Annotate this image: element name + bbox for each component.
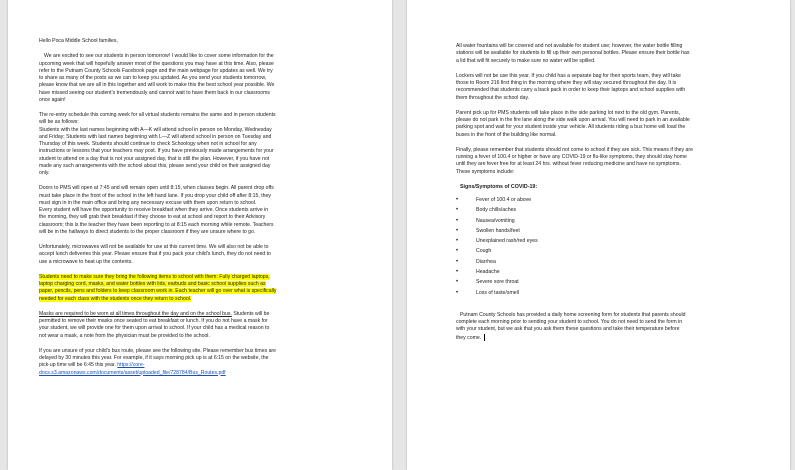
text-line: Lockers will not be use this year. If you child has a separate bag for their sports team, they will take (456, 72, 681, 79)
text-line: student to attend on a day that is not your assigned day, that is still the plan. However, if you have not (39, 155, 270, 162)
text-line: classroom; this is the teacher they have been reporting to at 8:15 each morning while remote. Teachers (39, 221, 274, 228)
list-item: • Swollen hands/feet (456, 226, 772, 236)
text-line: Finally, please remember that students should not come to school if they are sick. This means if they are (456, 146, 693, 153)
text-line: The re-entry schedule this coming week for all virtual students remains the same and in person students (39, 112, 276, 118)
text-line: not wear a mask, a note from the physician must be provided to the school. (39, 332, 210, 339)
text-line: please know that we are all in this together and will work to make this the best school year possible. We (39, 82, 275, 89)
highlighted-line: Students need to make sure they bring the following items to school with them: Fully charged laptops, (39, 273, 270, 280)
text-line: Unfortunately, microwaves will not be available for use at this current time. We will also not be able to (39, 244, 269, 250)
list-item: • Cough (456, 246, 772, 256)
text-line: must take place in the front of the school in the left hand lane. If you drop your child off after 8:15, they (39, 192, 271, 199)
highlighted-line: needed for each class with the students once they return to school. (39, 295, 192, 302)
text-line: upcoming week that will hopefully answer most of the questions you may have at this time. Also, please (39, 60, 274, 67)
page-right-content (456, 43, 772, 350)
text-line: accept lunch deliveries this year. Please ensure that if you pack your child's lunch, they do not need to (39, 251, 271, 258)
screening-paragraph (456, 312, 772, 342)
text-line: them throughout the school day. (456, 94, 530, 101)
bus-paragraph (39, 348, 361, 377)
text-line: Parent pick up for PMS students will take place in the side parking lot next to the old gym. Parents, (456, 109, 681, 116)
text-line: recommended that students carry a back pack in order to keep their laptops and school supplies with (456, 87, 686, 94)
text-line: We are excited to see our students in person tomorrow! I would like to cover some information for the (44, 53, 274, 60)
page-left-content (39, 38, 361, 385)
symptoms-heading: Signs/Symptoms of COVID-19: (460, 183, 538, 190)
symptoms-list (456, 195, 772, 298)
text-line: with your student, but we ask that you ask them these questions and take their temperature before (456, 326, 680, 333)
text-line: parking spot and wait for your student inside your vehicle. All students riding a bus home will load the (456, 124, 686, 131)
text-line: made any such arrangements with the school about this, please send your child on their assigned day (39, 162, 271, 169)
text-cursor (484, 334, 485, 341)
document-page-left (8, 0, 392, 470)
mask-paragraph (39, 311, 361, 340)
bus-routes-link-part1[interactable]: https://core- (117, 362, 145, 369)
list-item: • Headache (456, 267, 772, 277)
text-line: stations will be available for students to fill up their own personal bottles. Please ensure their bottle has (456, 50, 690, 57)
list-item: • Diarrhea (456, 257, 772, 267)
highlighted-line: paper, pencils, pens and folders to keep classroom work in. Each teacher will go over what is specifically (39, 288, 277, 295)
mask-requirement-underlined: Masks are required to be worn at all times throughout the day and on the school bus. (39, 310, 232, 317)
text-line: Doors to PMS will open at 7:45 and will remain open until 8:15, when classes begin. All parent drop offs (39, 185, 274, 192)
text-line: instructions or lessons that your teachers may post. If you have previously made arrangements for your (39, 148, 274, 155)
schedule-paragraph (39, 112, 361, 177)
list-item: • Nausea/vomiting (456, 216, 772, 226)
text-line: If you are unsure of your child's bus route, please see the following site. Please remember bus times are (39, 347, 277, 354)
text-line: use a microwave to heat up the contents. (39, 258, 133, 265)
list-item: • Unexplained rash/red eyes (456, 236, 772, 246)
text-line: All water fountains will be covered and not available for student use; however, the water bottle filling (456, 43, 683, 49)
supplies-paragraph-highlighted (39, 274, 361, 303)
text-line: a lid that will fit securely to make sure no water will be spilled. (456, 57, 596, 64)
text-line: must sign in in the main office and bring any necessary excuse with them upon return to school. (39, 199, 257, 206)
text-line: delayed by 30 minutes this year. For example, if it says morning pick up is at 6:15 on the website, the (39, 355, 269, 361)
text-line: only. (39, 170, 50, 176)
list-item: • Body chills/aches (456, 205, 772, 215)
text-line: once again! (39, 96, 66, 103)
text-line: running a fever of 100.4 or higher or have any COVID-19 or flu-like symptoms, they should stay home (456, 154, 687, 160)
text-line: your student, we will provide one for them upon arrival to school. If your child has a medical reason to (39, 325, 270, 332)
text-line: to share as many of the posts as we can to keep you updated. As you send your students tomorrow, (39, 75, 267, 81)
text-line: have missed seeing our student's tremendously and cannot wait to have them back in our classrooms (39, 89, 271, 96)
text-line: Thursday of this week. Students should continue to check Schoology when not in school for any (39, 141, 257, 147)
text-fragment: pick-up time will be 6:45 this year. (39, 362, 116, 369)
list-item: • Loss of taste/smell (456, 288, 772, 298)
microwave-paragraph (39, 244, 361, 266)
text-line: buses in the front of the building like normal. (456, 131, 557, 138)
arrival-paragraph (39, 185, 361, 236)
lockers-paragraph (456, 73, 772, 102)
text-fragment: Students will be (231, 310, 270, 317)
text-line: until they are fever free for at least 24 hrs. without fever reducing medicine and have no symptoms. (456, 161, 681, 168)
pickup-paragraph (456, 110, 772, 139)
document-page-right (407, 0, 790, 470)
list-item: • Severe sore throat (456, 277, 772, 287)
water-paragraph (456, 43, 772, 65)
text-line: will be in the hallways to direct students to the proper classroom if they are unsure where to go. (39, 228, 256, 235)
list-item: • Fever of 100.4 or above (456, 195, 772, 205)
text-line: and Friday; Students with last names beginning with L—Z will attend school in person on Tuesday and (39, 133, 272, 140)
greeting: Hello Poca Middle School families, (39, 38, 118, 44)
text-line: refer to the Putnam County Schools Facebook page and the main webpage for updates as well. We try (39, 67, 273, 74)
text-line: These symptoms include: (456, 168, 515, 175)
intro-paragraph (39, 53, 361, 104)
bus-routes-link-part2[interactable]: docs.s3.amazonaws.com/documents/asset/uploaded_file/728784/Bus_Routes.pdf (39, 369, 226, 376)
text-line: complete each morning prior to sending your student to school. You do not need to send the form in (456, 319, 683, 326)
text-line: please do not park in the fire lane along the side walk upon arrival. You will need to park in an available (456, 117, 690, 123)
sick-paragraph (456, 147, 772, 176)
text-fragment: they come. (456, 334, 482, 341)
text-line: those to Room 216 first thing in the morning where they will stay secured throughout the day. It is (456, 80, 677, 86)
highlighted-line: laptop charging cord, masks, and water bottles with lids, earbuds and basic school supplies such as (39, 281, 266, 287)
text-line: Students with the last names beginning with A—K will attend school in person on Monday, Wednesday (39, 126, 272, 133)
text-line: will be as follows: (39, 119, 79, 126)
text-line: permitted to remove their masks once seated to eat breakfast or lunch. If you do not have a mask for (39, 318, 268, 324)
text-line: the morning, they will grab their breakfast if they choose to eat at school and report to their Advisory (39, 214, 266, 221)
text-line: Every student will have the opportunity to receive breakfast when they arrive. Once students arrive in (39, 207, 269, 213)
text-line: Putnam County Schools has provided a daily home screening form for students that parents should (460, 311, 686, 318)
